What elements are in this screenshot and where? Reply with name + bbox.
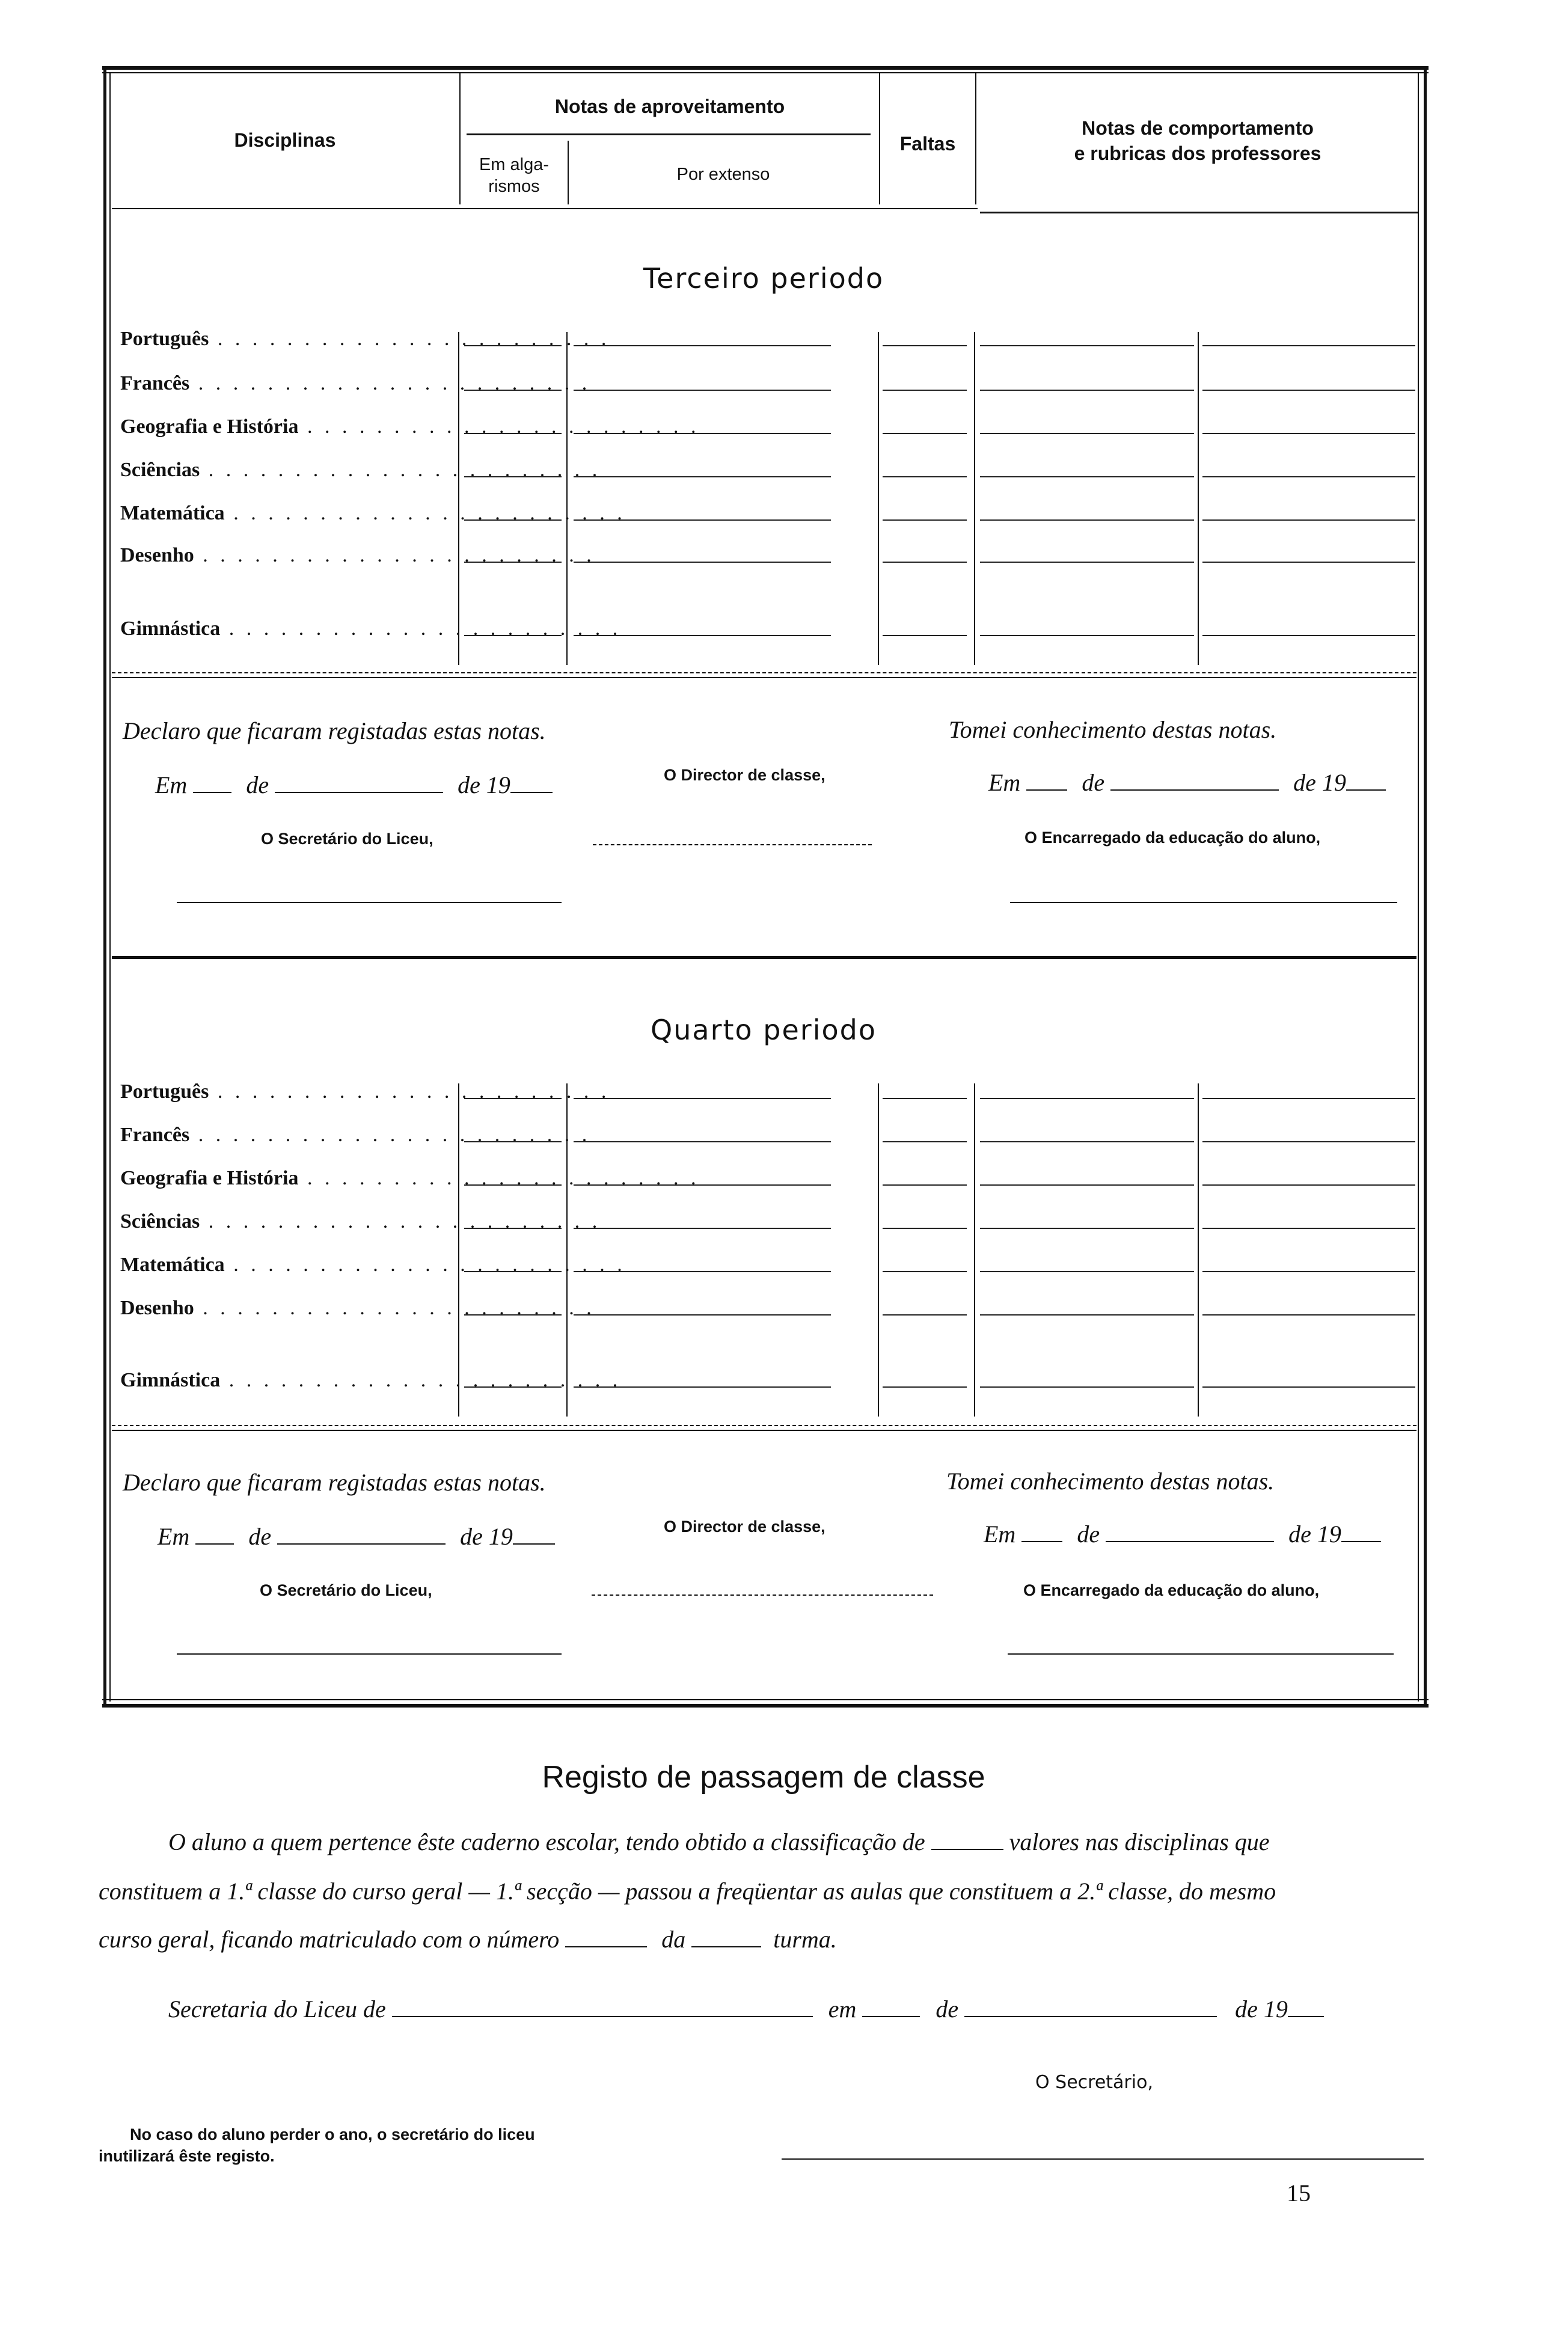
leader-dots: . . . . . . . . . . . . . . . . . . . . . . . bbox=[200, 459, 601, 481]
registo-text: curso geral, ficando matriculado com o número bbox=[99, 1926, 560, 1953]
turma-field[interactable] bbox=[691, 1928, 761, 1947]
registo-paragraph-line1 bbox=[168, 1828, 1270, 1856]
grade-entry-line[interactable] bbox=[464, 519, 562, 521]
leader-dots: . . . . . . . . . . . . . . . . . . . . . . . bbox=[194, 544, 595, 566]
year-field[interactable] bbox=[510, 774, 553, 793]
leader-dots: . . . . . . . . . . . . . . . . . . . . . . . bbox=[209, 1080, 610, 1103]
grade-entry-line[interactable] bbox=[464, 1386, 562, 1388]
leader-dots: . . . . . . . . . . . . . . . . . . . . . . . bbox=[200, 1210, 601, 1233]
classificacao-field[interactable] bbox=[931, 1831, 1003, 1850]
grade-entry-line[interactable] bbox=[574, 635, 831, 636]
day-field[interactable] bbox=[1021, 1523, 1062, 1542]
grid-column-rule bbox=[974, 332, 975, 665]
subject-name: Sciências bbox=[120, 459, 200, 481]
em-label: em bbox=[828, 1996, 857, 2023]
subject-name: Gimnástica bbox=[120, 617, 221, 640]
leader-dots: . . . . . . . . . . . . . . . . . . . . . . . bbox=[224, 502, 626, 524]
grade-entry-line[interactable] bbox=[980, 345, 1194, 346]
leader-dots: . . . . . . . . . . . . . . . . . . . . . . . bbox=[194, 1297, 595, 1319]
grade-entry-line[interactable] bbox=[980, 635, 1194, 636]
tomei-text: Tomei conhecimento destas notas. bbox=[946, 1468, 1275, 1495]
registo-note bbox=[99, 2124, 535, 2167]
subject-name: Desenho bbox=[120, 1297, 194, 1319]
grade-entry-line[interactable] bbox=[1202, 390, 1415, 391]
grade-entry-line[interactable] bbox=[883, 476, 967, 477]
subject-row-label bbox=[120, 372, 591, 396]
subject-row-label bbox=[120, 1210, 601, 1234]
grade-entry-line[interactable] bbox=[883, 433, 967, 434]
secretario-signature-line[interactable] bbox=[177, 902, 562, 903]
registo-paragraph-line3 bbox=[99, 1925, 837, 1953]
subject-row-label bbox=[120, 1166, 700, 1190]
de19-label: de 19 bbox=[1235, 1996, 1288, 2023]
date-line-left bbox=[158, 1522, 555, 1551]
grade-entry-line[interactable] bbox=[1202, 345, 1415, 346]
grade-entry-line[interactable] bbox=[1202, 1314, 1415, 1316]
grade-entry-line[interactable] bbox=[464, 1184, 562, 1186]
grade-entry-line[interactable] bbox=[574, 476, 831, 477]
leader-dots: . . . . . . . . . . . . . . . . . . . . . . . bbox=[189, 372, 591, 394]
encarregado-label: O Encarregado da educação do aluno, bbox=[1023, 1581, 1320, 1599]
subject-row-label bbox=[120, 415, 700, 439]
grade-entry-line[interactable] bbox=[1202, 476, 1415, 477]
grid-column-rule bbox=[1198, 332, 1199, 665]
date-line-left bbox=[155, 771, 553, 799]
de-label: de bbox=[246, 771, 269, 798]
grade-entry-line[interactable] bbox=[883, 1141, 967, 1142]
grade-entry-line[interactable] bbox=[464, 1314, 562, 1316]
grade-entry-line[interactable] bbox=[883, 1386, 967, 1388]
grade-entry-line[interactable] bbox=[574, 1098, 831, 1099]
grid-column-rule bbox=[878, 332, 879, 665]
grade-entry-line[interactable] bbox=[574, 390, 831, 391]
grade-entry-line[interactable] bbox=[1202, 1228, 1415, 1229]
day-field[interactable] bbox=[193, 774, 231, 793]
grade-entry-line[interactable] bbox=[980, 562, 1194, 563]
month-field[interactable] bbox=[277, 1525, 446, 1545]
subject-name: Sciências bbox=[120, 1210, 200, 1233]
subject-name: Francês bbox=[120, 1124, 190, 1146]
subject-name: Português bbox=[120, 1080, 209, 1103]
leader-dots: . . . . . . . . . . . . . . . . . . . . . . . bbox=[189, 1124, 591, 1146]
leader-dots: . . . . . . . . . . . . . . . . . . . . . . . bbox=[220, 617, 622, 640]
header-notas-comportamento-line1: Notas de comportamento bbox=[1082, 117, 1314, 139]
header-notas-aproveitamento: Notas de aproveitamento bbox=[554, 96, 785, 117]
year-field[interactable] bbox=[1341, 1523, 1381, 1542]
grade-entry-line[interactable] bbox=[980, 1386, 1194, 1388]
grade-entry-line[interactable] bbox=[1202, 1098, 1415, 1099]
grade-entry-line[interactable] bbox=[464, 635, 562, 636]
year-field[interactable] bbox=[1288, 1998, 1324, 2017]
grade-entry-line[interactable] bbox=[883, 1098, 967, 1099]
grade-entry-line[interactable] bbox=[980, 476, 1194, 477]
director-label: O Director de classe, bbox=[664, 1518, 825, 1536]
grade-entry-line[interactable] bbox=[980, 1098, 1194, 1099]
grade-entry-line[interactable] bbox=[883, 519, 967, 521]
subject-name: Geografia e História bbox=[120, 1167, 299, 1189]
day-field[interactable] bbox=[862, 1998, 920, 2017]
em-label: Em bbox=[984, 1521, 1016, 1548]
grade-entry-line[interactable] bbox=[574, 433, 831, 434]
year-field[interactable] bbox=[513, 1525, 555, 1545]
grade-entry-line[interactable] bbox=[980, 1314, 1194, 1316]
subject-row-label bbox=[120, 1123, 591, 1147]
grade-entry-line[interactable] bbox=[980, 1141, 1194, 1142]
header-em-algarismos-line1: Em alga- bbox=[479, 155, 550, 174]
grade-entry-line[interactable] bbox=[464, 1271, 562, 1272]
grade-entry-line[interactable] bbox=[883, 635, 967, 636]
de19-label: de 19 bbox=[1288, 1521, 1341, 1548]
grade-entry-line[interactable] bbox=[574, 345, 831, 346]
registo-text: turma. bbox=[773, 1926, 837, 1953]
grade-entry-line[interactable] bbox=[574, 1386, 831, 1388]
de-label: de bbox=[1082, 769, 1105, 796]
grade-entry-line[interactable] bbox=[1202, 1141, 1415, 1142]
leader-dots: . . . . . . . . . . . . . . . . . . . . . . . bbox=[298, 415, 700, 438]
grade-entry-line[interactable] bbox=[883, 390, 967, 391]
declaro-text: Declaro que ficaram registadas estas notas. bbox=[123, 1469, 546, 1496]
grade-entry-line[interactable] bbox=[980, 1228, 1194, 1229]
director-signature-line[interactable] bbox=[593, 844, 872, 845]
grade-entry-line[interactable] bbox=[574, 1228, 831, 1229]
subject-row-label bbox=[120, 458, 601, 482]
director-label: O Director de classe, bbox=[664, 766, 825, 784]
grade-entry-line[interactable] bbox=[980, 1184, 1194, 1186]
em-label: Em bbox=[988, 769, 1021, 796]
registo-text: valores nas disciplinas que bbox=[1009, 1828, 1270, 1855]
grade-entry-line[interactable] bbox=[883, 1314, 967, 1316]
encarregado-signature-line[interactable] bbox=[1010, 902, 1397, 903]
note-line1: No caso do aluno perder o ano, o secretário do liceu bbox=[130, 2125, 535, 2143]
grade-entry-line[interactable] bbox=[980, 390, 1194, 391]
de19-label: de 19 bbox=[460, 1523, 513, 1550]
grade-entry-line[interactable] bbox=[883, 1271, 967, 1272]
numero-field[interactable] bbox=[565, 1928, 647, 1947]
month-field[interactable] bbox=[1110, 771, 1279, 791]
subject-row-label bbox=[120, 1253, 626, 1277]
grade-entry-line[interactable] bbox=[464, 1141, 562, 1142]
subject-name: Gimnástica bbox=[120, 1369, 221, 1391]
grade-entry-line[interactable] bbox=[574, 562, 831, 563]
subject-name: Português bbox=[120, 328, 209, 350]
leader-dots: . . . . . . . . . . . . . . . . . . . . . . . bbox=[220, 1369, 622, 1391]
de19-label: de 19 bbox=[1293, 769, 1346, 796]
grade-entry-line[interactable] bbox=[464, 1098, 562, 1099]
grade-entry-line[interactable] bbox=[883, 345, 967, 346]
subject-name: Matemática bbox=[120, 1254, 225, 1276]
secretario-signature-line[interactable] bbox=[782, 2158, 1424, 2160]
header-notas-comportamento bbox=[976, 115, 1419, 166]
subject-name: Francês bbox=[120, 372, 190, 394]
note-line2: inutilizará êste registo. bbox=[99, 2147, 275, 2165]
grade-entry-line[interactable] bbox=[883, 562, 967, 563]
day-field[interactable] bbox=[195, 1525, 234, 1545]
date-line-right bbox=[988, 768, 1386, 797]
grade-entry-line[interactable] bbox=[574, 519, 831, 521]
header-em-algarismos-line2: rismos bbox=[488, 177, 540, 196]
secretaria-line bbox=[168, 1995, 1324, 2023]
subject-name: Geografia e História bbox=[120, 415, 299, 438]
subject-name: Desenho bbox=[120, 544, 194, 566]
grade-entry-line[interactable] bbox=[1202, 562, 1415, 563]
grade-entry-line[interactable] bbox=[1202, 433, 1415, 434]
grade-entry-line[interactable] bbox=[1202, 1386, 1415, 1388]
grid-column-rule bbox=[1198, 1083, 1199, 1417]
grade-entry-line[interactable] bbox=[980, 433, 1194, 434]
declaro-text: Declaro que ficaram registadas estas notas. bbox=[123, 717, 546, 744]
grade-entry-line[interactable] bbox=[883, 1228, 967, 1229]
subject-row-label bbox=[120, 617, 622, 641]
de-label: de bbox=[936, 1996, 959, 2023]
grade-entry-line[interactable] bbox=[980, 1271, 1194, 1272]
grade-entry-line[interactable] bbox=[883, 1184, 967, 1186]
em-label: Em bbox=[158, 1523, 190, 1550]
secretaria-label: Secretaria do Liceu de bbox=[168, 1996, 386, 2023]
secretario-signature-line[interactable] bbox=[177, 1653, 562, 1655]
grid-column-rule bbox=[878, 1083, 879, 1417]
encarregado-signature-line[interactable] bbox=[1008, 1653, 1394, 1655]
grade-entry-line[interactable] bbox=[574, 1271, 831, 1272]
date-line-right bbox=[984, 1520, 1381, 1548]
liceu-field[interactable] bbox=[392, 1998, 813, 2017]
de19-label: de 19 bbox=[458, 771, 510, 798]
header-notas-comportamento-line2: e rubricas dos professores bbox=[1074, 142, 1321, 164]
grid-column-rule bbox=[974, 1083, 975, 1417]
grade-entry-line[interactable] bbox=[1202, 1184, 1415, 1186]
period-title: Terceiro periodo bbox=[643, 262, 884, 295]
secretario-label: O Secretário, bbox=[1035, 2072, 1153, 2093]
grade-entry-line[interactable] bbox=[574, 1184, 831, 1186]
period-title: Quarto periodo bbox=[651, 1014, 877, 1046]
header-por-extenso: Por extenso bbox=[676, 165, 770, 184]
registo-paragraph-line2: constituem a 1.ª classe do curso geral — 1.ª secção — passou a freqüentar as aulas que constituem a 2.ª classe, do mesmo bbox=[99, 1878, 1276, 1905]
encarregado-label: O Encarregado da educação do aluno, bbox=[1024, 829, 1321, 847]
month-field[interactable] bbox=[964, 1998, 1217, 2017]
registo-text: da bbox=[661, 1926, 686, 1953]
grade-entry-line[interactable] bbox=[464, 1228, 562, 1229]
header-faltas: Faltas bbox=[899, 133, 956, 155]
tomei-text: Tomei conhecimento destas notas. bbox=[949, 716, 1277, 743]
subject-row-label bbox=[120, 501, 626, 525]
leader-dots: . . . . . . . . . . . . . . . . . . . . . . . bbox=[298, 1167, 700, 1189]
grade-entry-line[interactable] bbox=[574, 1141, 831, 1142]
subject-row-label bbox=[120, 327, 610, 351]
grade-entry-line[interactable] bbox=[464, 345, 562, 346]
leader-dots: . . . . . . . . . . . . . . . . . . . . . . . bbox=[209, 328, 610, 350]
header-disciplinas: Disciplinas bbox=[234, 129, 336, 151]
subject-row-label bbox=[120, 1368, 622, 1392]
de-label: de bbox=[1077, 1521, 1100, 1548]
page-number: 15 bbox=[1287, 2179, 1311, 2207]
registo-title: Registo de passagem de classe bbox=[542, 1760, 985, 1795]
grade-entry-line[interactable] bbox=[980, 519, 1194, 521]
director-signature-line[interactable] bbox=[592, 1594, 933, 1596]
secretario-liceu-label: O Secretário do Liceu, bbox=[260, 1581, 432, 1599]
de-label: de bbox=[248, 1523, 272, 1550]
subject-row-label bbox=[120, 544, 595, 568]
em-label: Em bbox=[155, 771, 188, 798]
leader-dots: . . . . . . . . . . . . . . . . . . . . . . . bbox=[224, 1254, 626, 1276]
subject-name: Matemática bbox=[120, 502, 225, 524]
subject-row-label bbox=[120, 1296, 595, 1320]
grade-entry-line[interactable] bbox=[574, 1314, 831, 1316]
secretario-liceu-label: O Secretário do Liceu, bbox=[261, 830, 433, 848]
grade-entry-line[interactable] bbox=[1202, 1271, 1415, 1272]
year-field[interactable] bbox=[1346, 771, 1386, 791]
registo-text: O aluno a quem pertence êste caderno escolar, tendo obtido a classificação de bbox=[168, 1828, 925, 1855]
header-em-algarismos bbox=[461, 154, 568, 197]
month-field[interactable] bbox=[275, 774, 443, 793]
month-field[interactable] bbox=[1106, 1523, 1274, 1542]
day-field[interactable] bbox=[1026, 771, 1067, 791]
section-divider bbox=[112, 956, 1416, 959]
grade-entry-line[interactable] bbox=[464, 390, 562, 391]
grade-entry-line[interactable] bbox=[1202, 519, 1415, 521]
subject-row-label bbox=[120, 1080, 610, 1104]
grade-entry-line[interactable] bbox=[464, 562, 562, 563]
grade-entry-line[interactable] bbox=[464, 433, 562, 434]
grade-entry-line[interactable] bbox=[464, 476, 562, 477]
grade-entry-line[interactable] bbox=[1202, 635, 1415, 636]
